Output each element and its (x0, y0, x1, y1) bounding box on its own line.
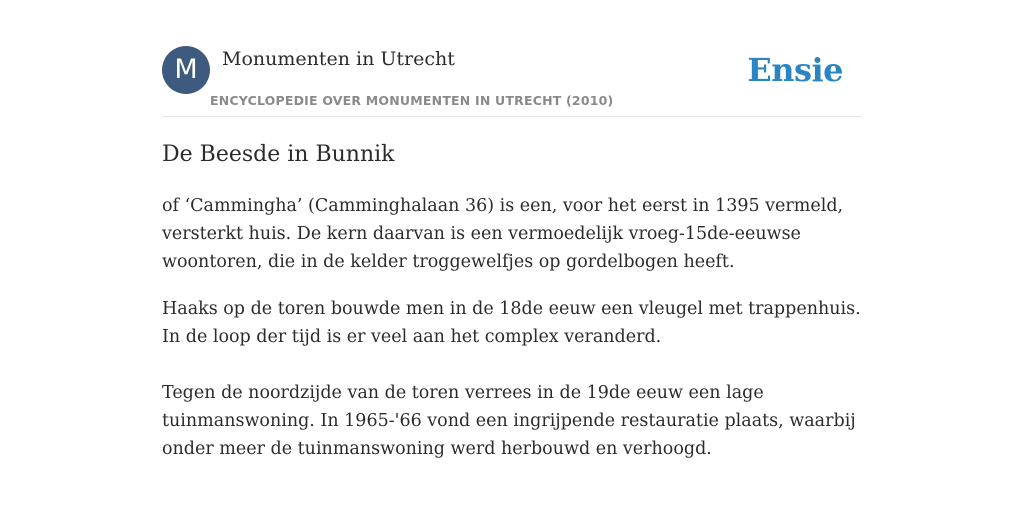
avatar[interactable]: M (162, 46, 210, 94)
book-subtitle: ENCYCLOPEDIE OVER MONUMENTEN IN UTRECHT (2010) (210, 93, 614, 108)
book-title[interactable]: Monumenten in Utrecht (222, 48, 455, 70)
article (162, 140, 862, 463)
article-paragraph: of ‘Cammingha’ (Camminghalaan 36) is een, voor het eerst in 1395 vermeld, versterkt huis. De kern daarvan is een vermoedelijk vroeg-15de-eeuwse woontoren, die in de kelder troggewelfjes op gordelbogen heeft. (162, 196, 844, 272)
book-header (162, 46, 862, 117)
article-title: De Beesde in Bunnik (162, 142, 395, 167)
ensie-logo-link[interactable]: Ensie (747, 51, 843, 89)
article-paragraph: Haaks op de toren bouwde men in de 18de eeuw een vleugel met trappenhuis. In de loop der tijd is er veel aan het complex veranderd. (162, 299, 861, 347)
article-paragraph: Tegen de noordzijde van de toren verrees in de 19de eeuw een lage tuinmanswoning. In 1965-'66 vond een ingrijpende restauratie plaats, waarbij onder meer de tuinmanswoning werd herbouwd en verhoogd. (162, 383, 856, 459)
